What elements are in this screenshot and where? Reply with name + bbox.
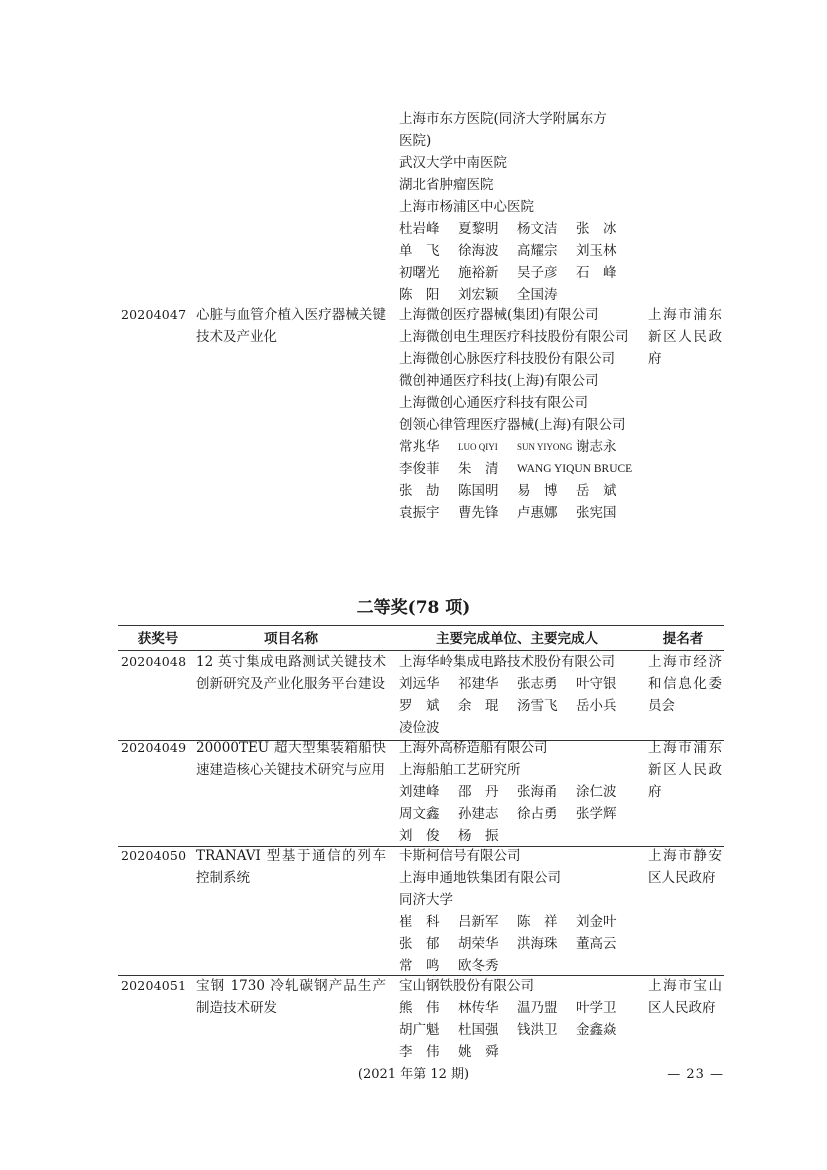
completion-units xyxy=(399,108,635,306)
unit-line: 宝山钢铁股份有限公司 xyxy=(399,978,534,994)
person-name: 金鑫焱 xyxy=(576,1022,617,1038)
person-list xyxy=(399,218,635,306)
person-name: 李 伟 xyxy=(399,1044,440,1060)
unit-line: 上海微创心脉医疗科技股份有限公司 xyxy=(399,351,615,367)
person-name: 罗 斌 xyxy=(399,698,440,714)
unit-line: 上海微创电生理医疗科技股份有限公司 xyxy=(399,329,629,345)
unit-line: 上海外高桥造船有限公司 xyxy=(399,740,548,756)
page-number: — 23 — xyxy=(667,1067,724,1082)
completion-units xyxy=(399,737,635,847)
unit-line: 创领心律管理医疗器械(上海)有限公司 xyxy=(399,417,626,433)
person-name: 施裕新 xyxy=(458,265,499,281)
person-name: 卢惠娜 xyxy=(517,505,558,521)
nominator: 上海市浦东新区人民政府 xyxy=(648,307,722,367)
person-name: LUO QIYI xyxy=(458,442,498,452)
section-title: 二等奖(78 项) xyxy=(356,598,471,618)
person-name: 张宪国 xyxy=(576,505,617,521)
person-name: 徐海波 xyxy=(458,243,499,259)
completion-units xyxy=(399,975,635,1063)
unit-line: 上海微创心通医疗科技有限公司 xyxy=(399,395,588,411)
person-list xyxy=(399,436,635,524)
person-name: 刘建峰 xyxy=(399,784,440,800)
person-name: 易 博 xyxy=(517,483,558,499)
issue-footer: (2021 年第 12 期) xyxy=(357,1067,470,1082)
unit-line: 医院) xyxy=(399,133,432,149)
person-name: 孙建志 xyxy=(458,806,499,822)
unit-line: 上海船舶工艺研究所 xyxy=(399,762,521,778)
header-project: 项目名称 xyxy=(264,631,318,647)
person-list xyxy=(399,673,635,739)
award-number: 20204051 xyxy=(121,978,187,993)
person-name: SUN YIYONG xyxy=(517,442,573,452)
unit-line: 上海微创医疗器械(集团)有限公司 xyxy=(399,307,599,323)
person-name: 李俊菲 xyxy=(399,461,440,477)
person-name: WANG YIQUN BRUCE xyxy=(517,463,633,475)
nominator: 上海市浦东新区人民政府 xyxy=(648,740,722,800)
award-number: 20204048 xyxy=(121,654,187,669)
person-name: 欧冬秀 xyxy=(458,958,499,974)
nominator: 上海市经济和信息化委员会 xyxy=(648,654,722,714)
person-name: 熊 伟 xyxy=(399,1000,440,1016)
person-name: 钱洪卫 xyxy=(517,1022,558,1038)
unit-line: 湖北省肿瘤医院 xyxy=(399,177,494,193)
person-name: 汤雪飞 xyxy=(517,698,558,714)
person-name: 董高云 xyxy=(576,936,617,952)
person-name: 谢志永 xyxy=(576,439,617,455)
person-name: 初曙光 xyxy=(399,265,440,281)
person-list xyxy=(399,781,635,847)
person-name: 刘宏颖 xyxy=(458,287,499,303)
unit-line: 同济大学 xyxy=(399,892,453,908)
unit-line: 上海申通地铁集团有限公司 xyxy=(399,870,561,886)
unit-line: 上海市杨浦区中心医院 xyxy=(399,199,534,215)
person-name: 叶守银 xyxy=(576,676,617,692)
person-name: 祁建华 xyxy=(458,676,499,692)
person-name: 叶学卫 xyxy=(576,1000,617,1016)
person-name: 张海甬 xyxy=(517,784,558,800)
person-name: 胡荣华 xyxy=(458,936,499,952)
person-name: 余 琨 xyxy=(458,698,499,714)
person-name: 全国涛 xyxy=(517,287,558,303)
completion-units xyxy=(399,304,635,524)
project-name: 12 英寸集成电路测试关键技术创新研究及产业化服务平台建设 xyxy=(196,654,386,692)
person-name: 杜国强 xyxy=(458,1022,499,1038)
person-name: 朱 清 xyxy=(458,461,499,477)
person-name: 陈 祥 xyxy=(517,914,558,930)
person-name: 涂仁波 xyxy=(576,784,617,800)
person-name: 邵 丹 xyxy=(458,784,499,800)
person-name: 刘 俊 xyxy=(399,828,440,844)
award-number: 20204047 xyxy=(121,307,187,322)
unit-line: 上海华岭集成电路技术股份有限公司 xyxy=(399,654,615,670)
person-name: 林传华 xyxy=(458,1000,499,1016)
person-list xyxy=(399,911,635,977)
unit-line: 卡斯柯信号有限公司 xyxy=(399,848,521,864)
person-name: 常兆华 xyxy=(399,439,440,455)
person-name: 夏黎明 xyxy=(458,221,499,237)
person-name: 刘玉林 xyxy=(576,243,617,259)
person-name: 高耀宗 xyxy=(517,243,558,259)
person-name: 胡广魁 xyxy=(399,1022,440,1038)
person-name: 吕新军 xyxy=(458,914,499,930)
person-name: 单 飞 xyxy=(399,243,440,259)
person-name: 周文鑫 xyxy=(399,806,440,822)
table-top-rule xyxy=(118,625,724,626)
header-number: 获奖号 xyxy=(137,631,179,647)
person-name: 刘远华 xyxy=(399,676,440,692)
award-number: 20204049 xyxy=(121,740,187,755)
person-name: 张 郁 xyxy=(399,936,440,952)
person-name: 张志勇 xyxy=(517,676,558,692)
person-name: 岳小兵 xyxy=(576,698,617,714)
person-name: 刘金叶 xyxy=(576,914,617,930)
person-name: 温乃盟 xyxy=(517,1000,558,1016)
completion-units xyxy=(399,845,635,977)
person-name: 杨 振 xyxy=(458,828,499,844)
award-number: 20204050 xyxy=(121,848,187,863)
header-nominator: 提名者 xyxy=(662,631,704,647)
person-name: 陈国明 xyxy=(458,483,499,499)
completion-units xyxy=(399,651,635,739)
header-units: 主要完成单位、主要完成人 xyxy=(436,631,598,647)
unit-line: 上海市东方医院(同济大学附属东方 xyxy=(399,111,607,127)
person-name: 崔 科 xyxy=(399,914,440,930)
person-name: 袁振宇 xyxy=(399,505,440,521)
project-name: 宝钢 1730 冷轧碳钢产品生产制造技术研发 xyxy=(196,978,386,1016)
person-name: 陈 阳 xyxy=(399,287,440,303)
nominator: 上海市静安区人民政府 xyxy=(648,848,722,886)
person-name: 吴子彦 xyxy=(517,265,558,281)
person-name: 洪海珠 xyxy=(517,936,558,952)
person-name: 杨文洁 xyxy=(517,221,558,237)
person-name: 张学辉 xyxy=(576,806,617,822)
person-name: 常 鸣 xyxy=(399,958,440,974)
person-name: 张 冰 xyxy=(576,221,617,237)
person-list xyxy=(399,997,635,1063)
project-name: 20000TEU 超大型集装箱船快速建造核心关键技术研究与应用 xyxy=(196,740,386,778)
project-name: TRANAVI 型基于通信的列车控制系统 xyxy=(196,848,386,886)
person-name: 徐占勇 xyxy=(517,806,558,822)
project-name: 心脏与血管介植入医疗器械关键技术及产业化 xyxy=(196,307,386,345)
person-name: 凌俭波 xyxy=(399,720,440,736)
person-name: 姚 舜 xyxy=(458,1044,499,1060)
nominator: 上海市宝山区人民政府 xyxy=(648,978,722,1016)
unit-line: 武汉大学中南医院 xyxy=(399,155,507,171)
person-name: 岳 斌 xyxy=(576,483,617,499)
person-name: 石 峰 xyxy=(576,265,617,281)
person-name: 曹先锋 xyxy=(458,505,499,521)
person-name: 杜岩峰 xyxy=(399,221,440,237)
person-name: 张 劼 xyxy=(399,483,440,499)
unit-line: 微创神通医疗科技(上海)有限公司 xyxy=(399,373,599,389)
